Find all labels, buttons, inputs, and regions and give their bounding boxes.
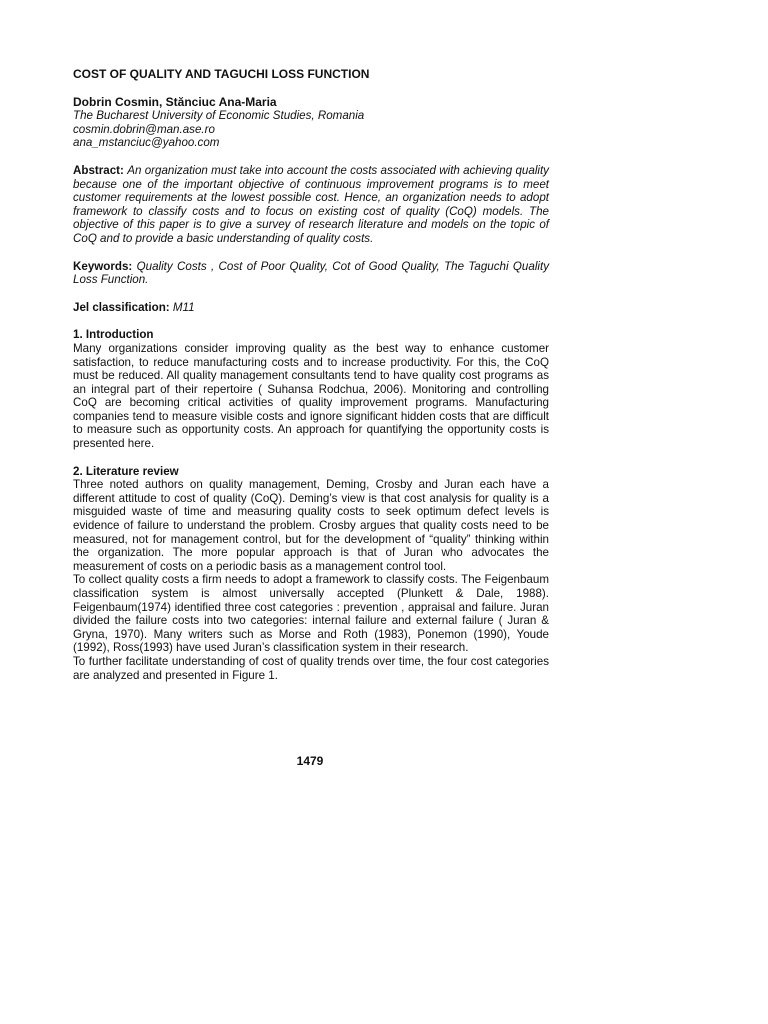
section-paragraph: Three noted authors on quality management, Deming, Crosby and Juran each have a different attitude to cost of quality (CoQ). Deming’s view is that cost analysis for quality is a misguided waste of time and measuring quality costs to seek optimum defect levels is evidence of failure to understand the problem. Crosby argues that quality costs need to be measured, not for management control, but for the development of “quality” thinking within the organization. The more popular approach is that of Juran who advocates the measurement of costs on a periodic basis as a management control tool. — [73, 478, 549, 573]
author-email-2[interactable]: ana_mstanciuc@yahoo.com — [73, 136, 220, 150]
page-number: 1479 — [296, 754, 324, 768]
abstract-text: An organization must take into account the costs associated with achieving quality because one of the important objective of continuous improvement programs is to meet customer requirements at the lowest possible cost. Hence, an organization needs to adopt framework to classify costs and to focus on existing cost of quality (CoQ) models. The objective of this paper is to give a survey of research literature and models on the topic of CoQ and to provide a basic understanding of quality costs. — [73, 163, 549, 245]
jel-code: M11 — [172, 300, 195, 314]
paper-authors: Dobrin Cosmin, Stănciuc Ana-Maria — [73, 94, 277, 109]
jel-label: Jel classification: — [73, 300, 170, 314]
keywords — [73, 260, 549, 287]
section-introduction — [73, 328, 549, 450]
section-literature-review — [73, 465, 549, 683]
paper-title: COST OF QUALITY AND TAGUCHI LOSS FUNCTION — [73, 67, 370, 81]
author-affiliation: The Bucharest University of Economic Studies, Romania — [73, 109, 365, 123]
paper-page — [73, 68, 549, 682]
keywords-text: Quality Costs , Cost of Poor Quality, Cot of Good Quality, The Taguchi Quality Loss Function. — [73, 259, 549, 287]
section-heading: 2. Literature review — [73, 464, 179, 478]
section-paragraph: To further facilitate understanding of cost of quality trends over time, the four cost categories are analyzed and presented in Figure 1. — [73, 654, 549, 682]
section-paragraph: Many organizations consider improving quality as the best way to enhance customer satisfaction, to reduce manufacturing costs and to increase productivity. For this, the CoQ must be reduced. All quality management consultants tend to have quality cost programs as an integral part of their repertoire ( Suhansa Rodchua, 2006). Monitoring and controlling CoQ are becoming critical activities of quality improvement programs. Manufacturing companies tend to measure visible costs and ignore significant hidden costs that are difficult to measure such as opportunity costs. An approach for quantifying the opportunity costs is presented here. — [73, 341, 549, 451]
section-paragraph: To collect quality costs a firm needs to adopt a framework to classify costs. The Feigenbaum classification system is almost universally accepted (Plunkett & Dale, 1988). Feigenbaum(1974) identified three cost categories : prevention , appraisal and failure. Juran divided the failure costs into two categories: internal failure and external failure ( Juran & Gryna, 1970). Many writers such as Morse and Roth (1983), Ponemon (1990), Youde (1992), Ross(1993) have used Juran’s classification system in their research. — [73, 573, 549, 655]
section-heading: 1. Introduction — [73, 328, 154, 342]
abstract-label: Abstract: — [73, 163, 124, 177]
jel-classification — [73, 301, 549, 315]
author-email-1[interactable]: cosmin.dobrin@man.ase.ro — [73, 122, 215, 136]
abstract — [73, 164, 549, 246]
keywords-label: Keywords: — [73, 259, 133, 273]
